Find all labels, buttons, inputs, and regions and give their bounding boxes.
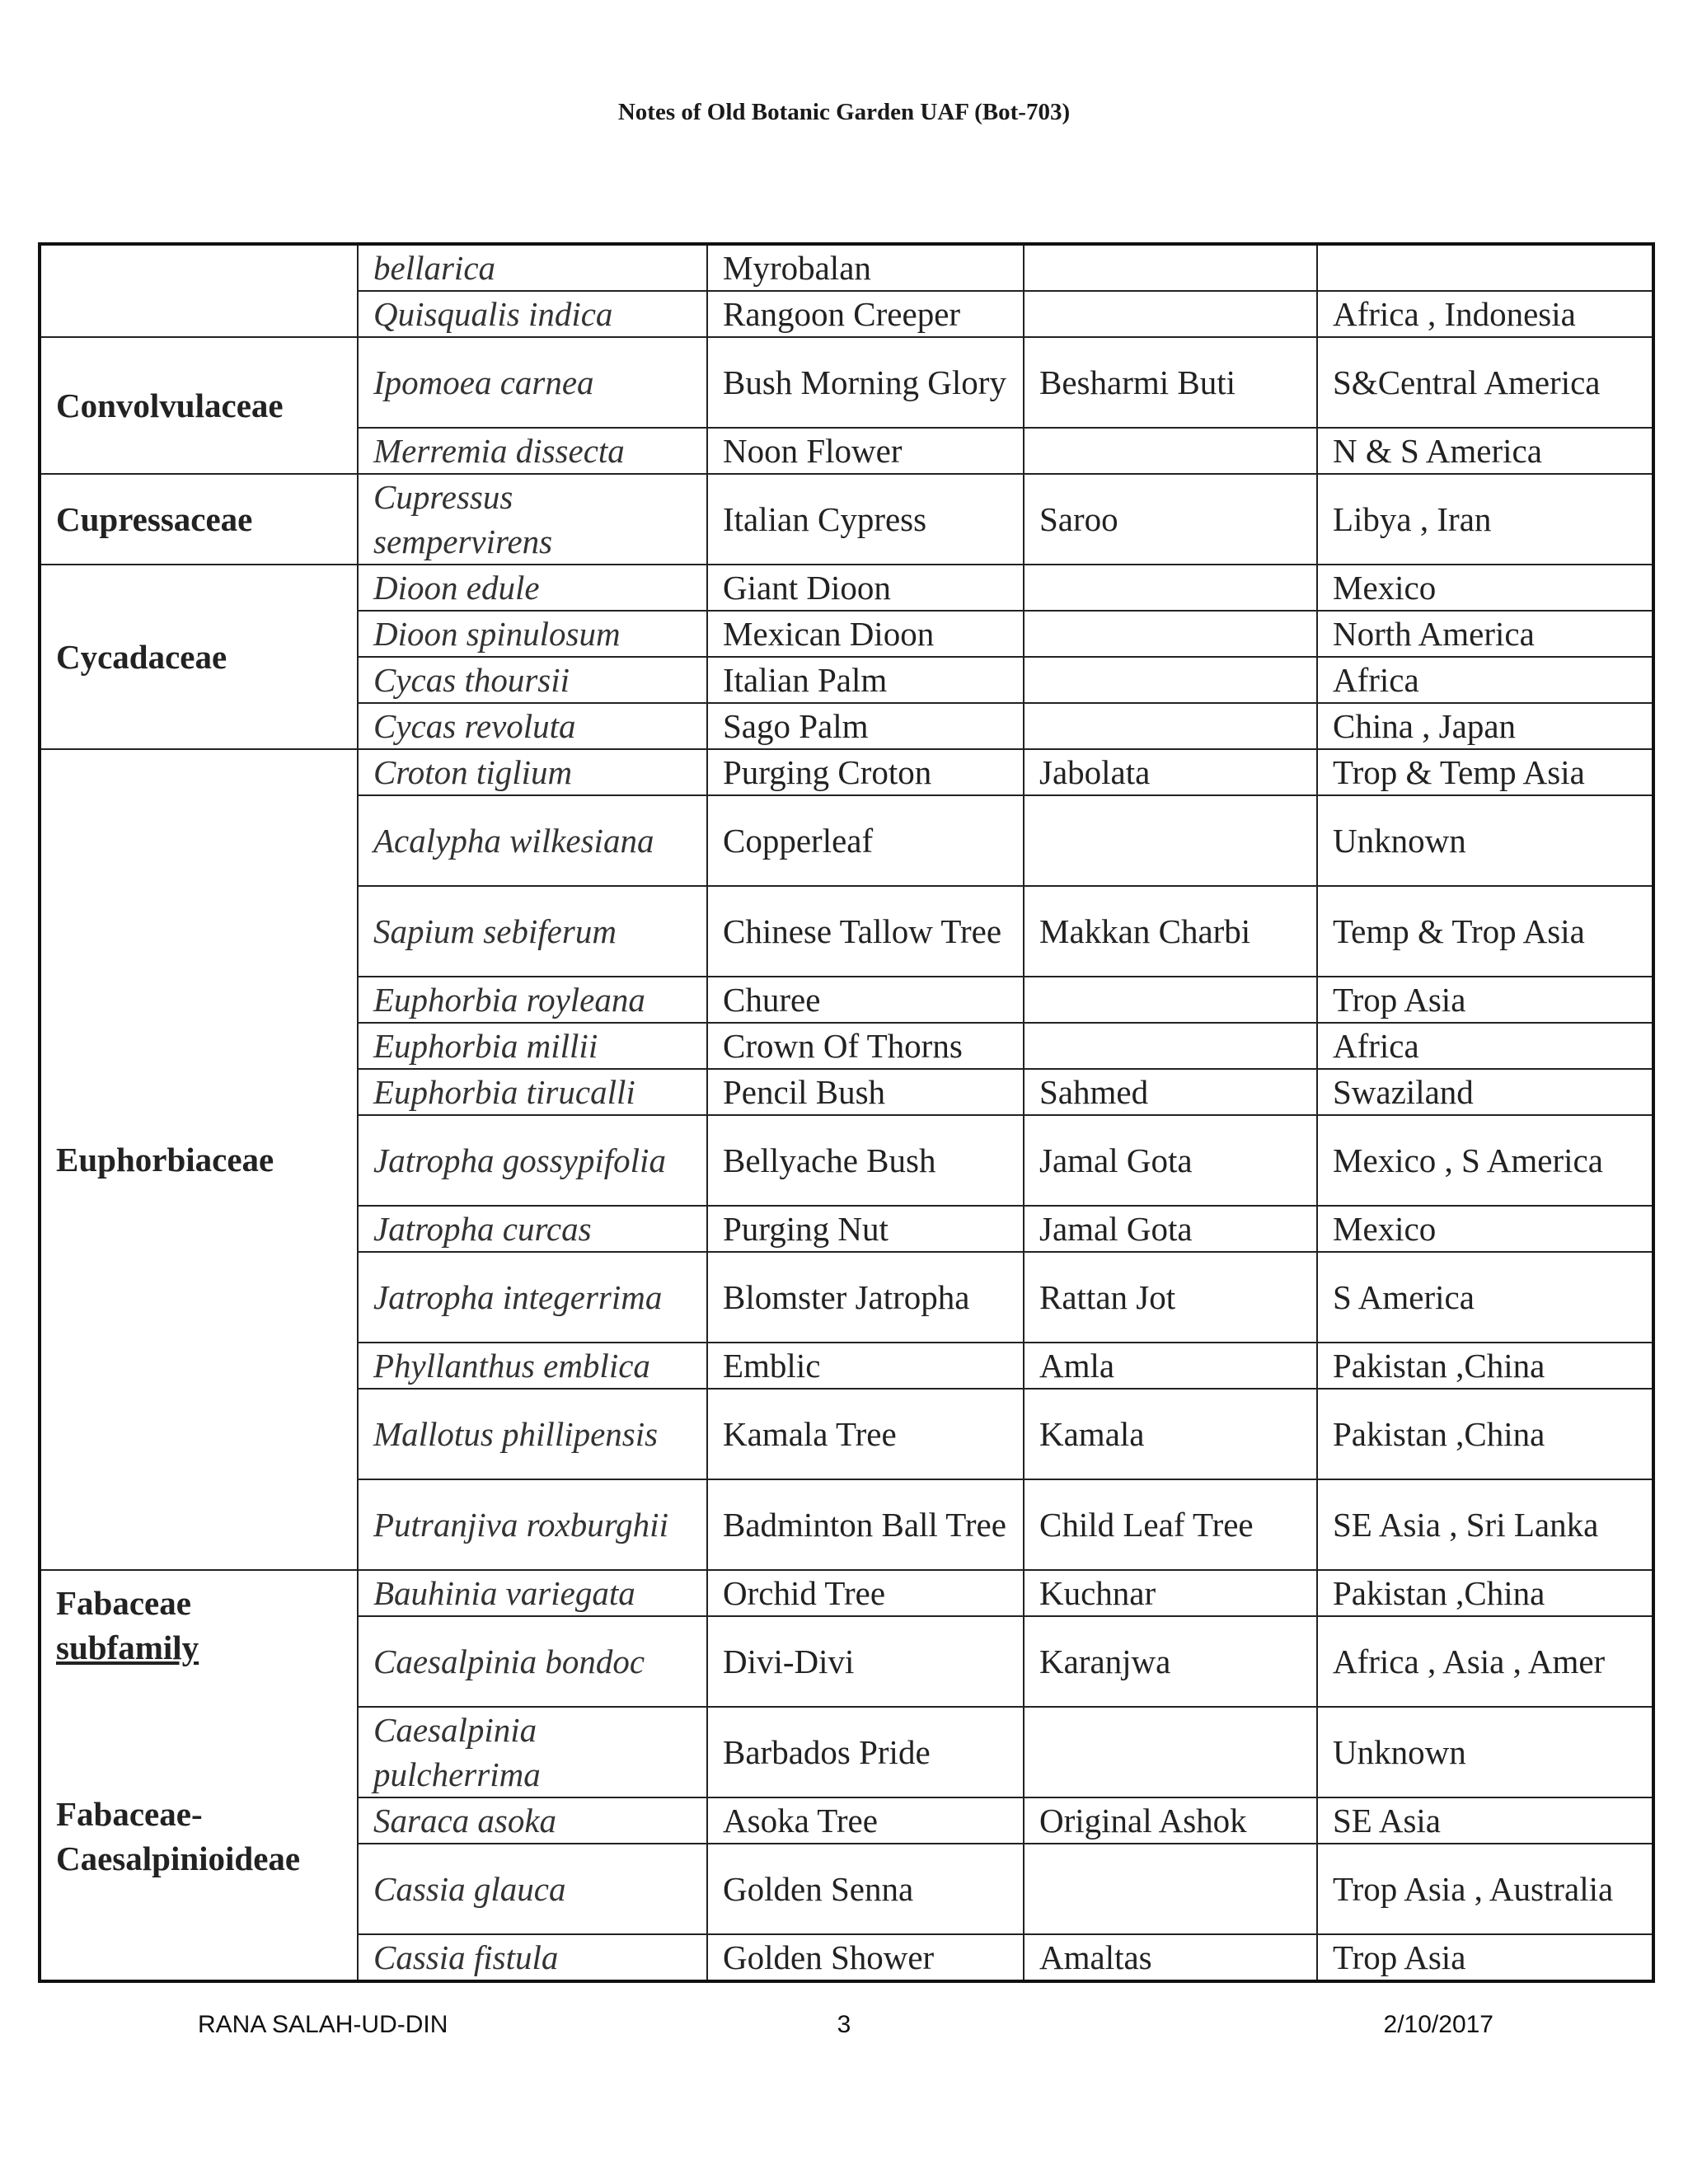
origin: Swaziland bbox=[1317, 1069, 1653, 1115]
common-name: Barbados Pride bbox=[707, 1707, 1024, 1797]
table-row bbox=[40, 749, 1653, 795]
family-cell-empty bbox=[40, 244, 358, 337]
scientific-name: Dioon spinulosum bbox=[358, 611, 707, 657]
scientific-name: Cassia fistula bbox=[358, 1934, 707, 1981]
scientific-name: Mallotus phillipensis bbox=[358, 1389, 707, 1479]
scientific-name: Euphorbia tirucalli bbox=[358, 1069, 707, 1115]
local-name: Amla bbox=[1024, 1343, 1317, 1389]
family-convolvulaceae: Convolvulaceae bbox=[40, 337, 358, 474]
common-name: Emblic bbox=[707, 1343, 1024, 1389]
origin: SE Asia bbox=[1317, 1797, 1653, 1844]
common-name: Bellyache Bush bbox=[707, 1115, 1024, 1206]
local-name: Besharmi Buti bbox=[1024, 337, 1317, 428]
common-name: Purging Nut bbox=[707, 1206, 1024, 1252]
scientific-name: Jatropha gossypifolia bbox=[358, 1115, 707, 1206]
origin: Pakistan ,China bbox=[1317, 1570, 1653, 1616]
plant-table bbox=[38, 242, 1655, 1983]
scientific-name: Saraca asoka bbox=[358, 1797, 707, 1844]
local-name bbox=[1024, 977, 1317, 1023]
common-name: Chinese Tallow Tree bbox=[707, 886, 1024, 977]
family-caesalpinioideae bbox=[56, 1792, 342, 1881]
origin: Trop Asia bbox=[1317, 1934, 1653, 1981]
local-name bbox=[1024, 1023, 1317, 1069]
scientific-name: Ipomoea carnea bbox=[358, 337, 707, 428]
local-name bbox=[1024, 565, 1317, 611]
table-row bbox=[40, 565, 1653, 611]
common-name: Asoka Tree bbox=[707, 1797, 1024, 1844]
footer-author: RANA SALAH-UD-DIN bbox=[198, 2011, 448, 2038]
origin: China , Japan bbox=[1317, 703, 1653, 749]
family-fabaceae bbox=[40, 1570, 358, 1981]
local-name: Sahmed bbox=[1024, 1069, 1317, 1115]
family-caesalpinioideae-line1: Fabaceae- bbox=[56, 1795, 203, 1833]
footer-date: 2/10/2017 bbox=[1383, 2011, 1493, 2038]
scientific-name: Caesalpinia bondoc bbox=[358, 1616, 707, 1707]
origin: Pakistan ,China bbox=[1317, 1343, 1653, 1389]
scientific-name: Acalypha wilkesiana bbox=[358, 795, 707, 886]
table-row bbox=[40, 337, 1653, 428]
origin: Pakistan ,China bbox=[1317, 1389, 1653, 1479]
local-name bbox=[1024, 428, 1317, 474]
origin: Africa bbox=[1317, 657, 1653, 703]
family-caesalpinioideae-line2: Caesalpinioideae bbox=[56, 1840, 301, 1877]
origin bbox=[1317, 244, 1653, 291]
common-name: Italian Palm bbox=[707, 657, 1024, 703]
local-name: Makkan Charbi bbox=[1024, 886, 1317, 977]
origin: Mexico , S America bbox=[1317, 1115, 1653, 1206]
origin: North America bbox=[1317, 611, 1653, 657]
family-fabaceae-line2: subfamily bbox=[56, 1629, 199, 1666]
origin: Mexico bbox=[1317, 565, 1653, 611]
common-name: Orchid Tree bbox=[707, 1570, 1024, 1616]
local-name bbox=[1024, 244, 1317, 291]
table-row bbox=[40, 474, 1653, 565]
origin: Trop & Temp Asia bbox=[1317, 749, 1653, 795]
scientific-name: Dioon edule bbox=[358, 565, 707, 611]
origin: Africa bbox=[1317, 1023, 1653, 1069]
scientific-name: Euphorbia royleana bbox=[358, 977, 707, 1023]
scientific-name: Cupressus sempervirens bbox=[358, 474, 707, 565]
local-name: Amaltas bbox=[1024, 1934, 1317, 1981]
scientific-name: Jatropha curcas bbox=[358, 1206, 707, 1252]
common-name: Copperleaf bbox=[707, 795, 1024, 886]
common-name: Myrobalan bbox=[707, 244, 1024, 291]
origin: Unknown bbox=[1317, 795, 1653, 886]
scientific-name: Merremia dissecta bbox=[358, 428, 707, 474]
scientific-name: Cycas thoursii bbox=[358, 657, 707, 703]
origin: Unknown bbox=[1317, 1707, 1653, 1797]
common-name: Divi-Divi bbox=[707, 1616, 1024, 1707]
common-name: Crown Of Thorns bbox=[707, 1023, 1024, 1069]
common-name: Golden Senna bbox=[707, 1844, 1024, 1934]
common-name: Italian Cypress bbox=[707, 474, 1024, 565]
scientific-name: Jatropha integerrima bbox=[358, 1252, 707, 1343]
common-name: Pencil Bush bbox=[707, 1069, 1024, 1115]
local-name: Jabolata bbox=[1024, 749, 1317, 795]
local-name bbox=[1024, 703, 1317, 749]
scientific-name: Euphorbia millii bbox=[358, 1023, 707, 1069]
local-name: Kamala bbox=[1024, 1389, 1317, 1479]
local-name: Jamal Gota bbox=[1024, 1115, 1317, 1206]
local-name: Karanjwa bbox=[1024, 1616, 1317, 1707]
family-cupressaceae: Cupressaceae bbox=[40, 474, 358, 565]
footer-page-number: 3 bbox=[837, 2011, 851, 2038]
origin: SE Asia , Sri Lanka bbox=[1317, 1479, 1653, 1570]
common-name: Mexican Dioon bbox=[707, 611, 1024, 657]
origin: N & S America bbox=[1317, 428, 1653, 474]
local-name bbox=[1024, 1707, 1317, 1797]
scientific-name: Cycas revoluta bbox=[358, 703, 707, 749]
origin: S&Central America bbox=[1317, 337, 1653, 428]
scientific-name: Sapium sebiferum bbox=[358, 886, 707, 977]
local-name: Child Leaf Tree bbox=[1024, 1479, 1317, 1570]
common-name: Sago Palm bbox=[707, 703, 1024, 749]
local-name: Rattan Jot bbox=[1024, 1252, 1317, 1343]
local-name bbox=[1024, 657, 1317, 703]
common-name: Noon Flower bbox=[707, 428, 1024, 474]
local-name: Original Ashok bbox=[1024, 1797, 1317, 1844]
scientific-name: Bauhinia variegata bbox=[358, 1570, 707, 1616]
family-euphorbiaceae: Euphorbiaceae bbox=[40, 749, 358, 1570]
table-row bbox=[40, 1570, 1653, 1616]
local-name bbox=[1024, 291, 1317, 337]
common-name: Giant Dioon bbox=[707, 565, 1024, 611]
local-name bbox=[1024, 795, 1317, 886]
scientific-name: bellarica bbox=[358, 244, 707, 291]
local-name: Saroo bbox=[1024, 474, 1317, 565]
family-fabaceae-subfamily bbox=[56, 1581, 342, 1670]
origin: S America bbox=[1317, 1252, 1653, 1343]
page-title: Notes of Old Botanic Garden UAF (Bot-703) bbox=[617, 99, 1071, 125]
scientific-name: Caesalpinia pulcherrima bbox=[358, 1707, 707, 1797]
scientific-name: Cassia glauca bbox=[358, 1844, 707, 1934]
local-name bbox=[1024, 611, 1317, 657]
origin: Trop Asia , Australia bbox=[1317, 1844, 1653, 1934]
origin: Mexico bbox=[1317, 1206, 1653, 1252]
local-name: Jamal Gota bbox=[1024, 1206, 1317, 1252]
family-fabaceae-line1: Fabaceae bbox=[56, 1584, 191, 1622]
scientific-name: Putranjiva roxburghii bbox=[358, 1479, 707, 1570]
common-name: Golden Shower bbox=[707, 1934, 1024, 1981]
common-name: Bush Morning Glory bbox=[707, 337, 1024, 428]
origin: Africa , Asia , Amer bbox=[1317, 1616, 1653, 1707]
common-name: Purging Croton bbox=[707, 749, 1024, 795]
scientific-name: Quisqualis indica bbox=[358, 291, 707, 337]
origin: Libya , Iran bbox=[1317, 474, 1653, 565]
common-name: Churee bbox=[707, 977, 1024, 1023]
table-row bbox=[40, 244, 1653, 291]
common-name: Rangoon Creeper bbox=[707, 291, 1024, 337]
common-name: Badminton Ball Tree bbox=[707, 1479, 1024, 1570]
origin: Africa , Indonesia bbox=[1317, 291, 1653, 337]
scientific-name: Phyllanthus emblica bbox=[358, 1343, 707, 1389]
family-cycadaceae: Cycadaceae bbox=[40, 565, 358, 749]
common-name: Kamala Tree bbox=[707, 1389, 1024, 1479]
local-name: Kuchnar bbox=[1024, 1570, 1317, 1616]
scientific-name: Croton tiglium bbox=[358, 749, 707, 795]
common-name: Blomster Jatropha bbox=[707, 1252, 1024, 1343]
origin: Trop Asia bbox=[1317, 977, 1653, 1023]
origin: Temp & Trop Asia bbox=[1317, 886, 1653, 977]
local-name bbox=[1024, 1844, 1317, 1934]
